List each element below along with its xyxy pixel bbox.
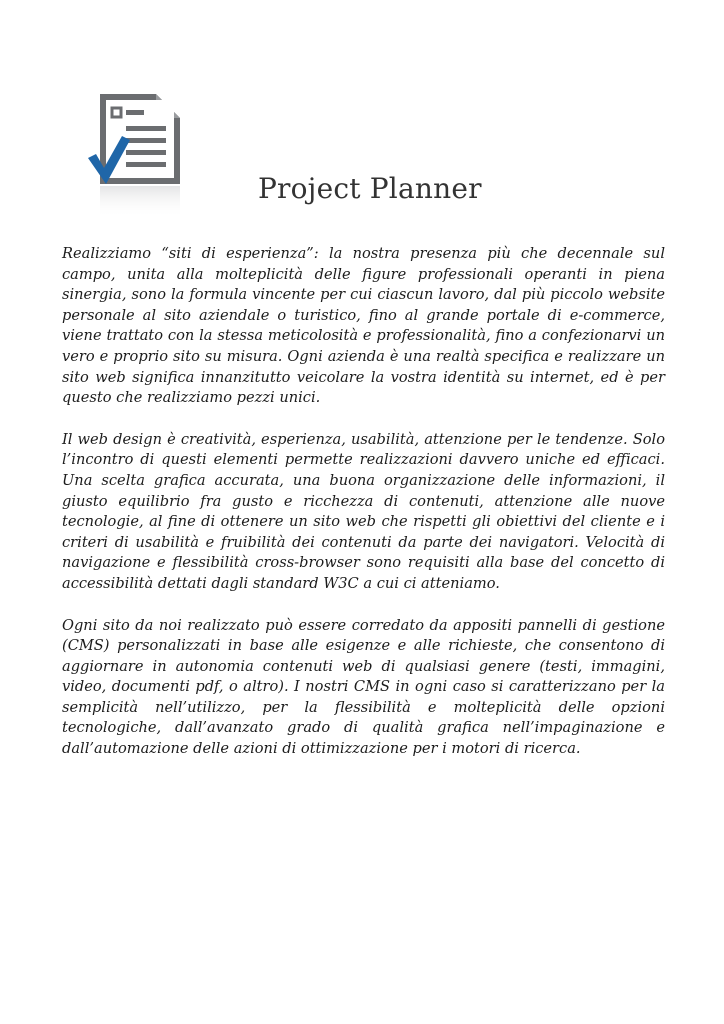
page-title: Project Planner: [258, 172, 482, 205]
paragraph: Realizziamo “siti di esperienza”: la nostra presenza più che decennale sul campo, unita alla molteplicità delle figure professionali operanti in piena sinergia, sono la formula vincente per cui ciascun lavoro, dal più piccolo website personale al sito aziendale o turistico, fino al grande portale di e-commerce, viene trattato con la stessa meticolosità e professionalità, fino a confezionarvi un vero e proprio sito su misura. Ogni azienda è una realtà specifica e realizzare un sito web significa innanzitutto veicolare la vostra identità su internet, ed è per questo che realizziamo pezzi unici.: [62, 245, 665, 407]
paragraph: Il web design è creatività, esperienza, usabilità, attenzione per le tendenze. Solo l’incontro di questi elementi permette realizzazioni davvero uniche ed efficaci. Una scelta grafica accurata, una buona organizzazione delle informazioni, il giusto equilibrio fra gusto e ricchezza di contenuti, attenzione alle nuove tecnologie, al fine di ottenere un sito web che rispetti gli obiettivi del cliente e i criteri di usabilità e fruibilità dei contenuti da parte dei navigatori. Velocità di navigazione e flessibilità cross-browser sono requisiti alla base del concetto di accessibilità dettati dagli standard W3C a cui ci atteniamo.: [62, 430, 665, 592]
document-checklist-icon: [78, 86, 190, 226]
body-text: [62, 244, 665, 781]
paragraph: Ogni sito da noi realizzato può essere corredato da appositi pannelli di gestione (CMS) personalizzati in base alle esigenze e alle richieste, che consentono di aggiornare in autonomia contenuti web di qualsiasi genere (testi, immagini, video, documenti pdf, o altro). I nostri CMS in ogni caso si caratterizzano per la semplicità nell’utilizzo, per la flessibilità e molteplicità delle opzioni tecnologiche, dall’avanzato grado di qualità grafica nell’impaginazione e dall’automazione delle azioni di ottimizzazione per i motori di ricerca.: [62, 616, 665, 758]
